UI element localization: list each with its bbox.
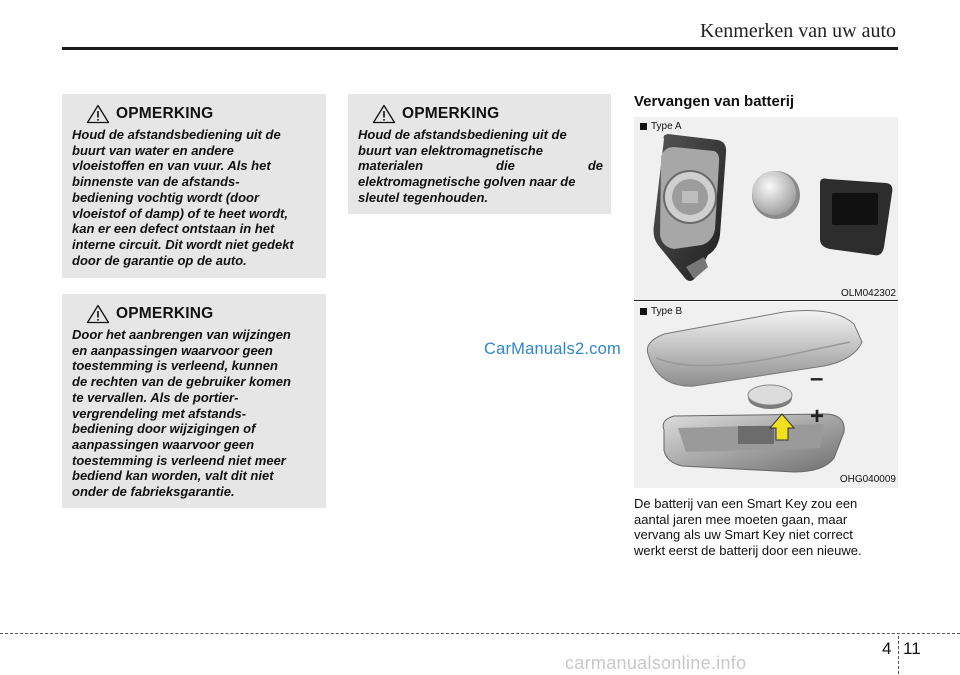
note-body — [72, 327, 318, 500]
minus-terminal-label: – — [810, 365, 824, 392]
plus-terminal-label: + — [810, 403, 825, 430]
note-title: OPMERKING — [402, 105, 500, 122]
note-box-modifications — [62, 294, 326, 508]
note-line: aanpassingen waarvoor geen — [72, 436, 255, 452]
watermark-link[interactable]: CarManuals2.com — [484, 340, 621, 358]
note-line: vloeistof of damp) of te heet wordt, — [72, 205, 288, 221]
square-bullet-icon — [640, 123, 647, 130]
note-line: bediend kan worden, valt dit niet — [72, 468, 274, 484]
smart-key-type-b-illustration — [634, 302, 898, 488]
note-line: bediening vochtig wordt (door — [72, 189, 260, 205]
note-line: onder de fabrieksgarantie. — [72, 484, 235, 500]
note-title: OPMERKING — [116, 105, 214, 122]
note-line: Door het aanbrengen van wijzingen — [72, 327, 291, 342]
section-title: Vervangen van batterij — [634, 93, 795, 110]
note-header — [72, 303, 318, 325]
note-line: de rechten van de gebruiker komen — [72, 374, 291, 390]
warning-triangle-icon — [86, 104, 110, 124]
note-line: sleutel tegenhouden. — [358, 189, 489, 205]
body-line: aantal jaren mee moeten gaan, maar — [634, 511, 848, 527]
note-line: toestemming is verleend niet meer — [72, 452, 286, 468]
smart-key-type-a-illustration — [634, 117, 898, 301]
note-line: bediening door wijzigingen of — [72, 421, 256, 437]
note-line: vergrendeling met afstands- — [72, 405, 247, 421]
figure-code: OLM042302 — [840, 288, 896, 299]
note-line: buurt van water en andere — [72, 142, 234, 158]
note-header — [72, 103, 318, 125]
figure-type-text: Type A — [651, 121, 682, 132]
note-line: buurt van elektromagnetische — [358, 142, 543, 158]
note-box-electromagnetic — [348, 94, 611, 214]
footer-rule — [0, 633, 960, 634]
note-header — [358, 103, 603, 125]
note-line: Houd de afstandsbediening uit de — [72, 127, 281, 142]
note-line: binnenste van de afstands- — [72, 174, 240, 190]
note-body — [72, 127, 318, 268]
note-word: die — [496, 158, 515, 174]
note-line: elektromagnetische golven naar de — [358, 174, 576, 190]
square-bullet-icon — [640, 308, 647, 315]
figure-code: OHG040009 — [839, 474, 896, 485]
note-line: vloeistoffen en van vuur. Als het — [72, 158, 271, 174]
figure-separator — [634, 300, 898, 301]
page-number: 11 — [903, 639, 921, 658]
note-line: en aanpassingen waarvoor geen — [72, 342, 273, 358]
figure-type-label — [640, 121, 682, 132]
header-title: Kenmerken van uw auto — [699, 20, 896, 42]
note-line: kan er een defect ontstaan in het — [72, 221, 275, 237]
note-word: de — [587, 158, 603, 174]
note-line: toestemming is verleend, kunnen — [72, 358, 278, 374]
body-line: vervang als uw Smart Key niet correct — [634, 527, 853, 543]
note-body — [358, 127, 603, 206]
battery-body-text — [634, 496, 898, 558]
warning-triangle-icon — [372, 104, 396, 124]
note-line: te vervallen. Als de portier- — [72, 389, 239, 405]
body-line: werkt eerst de batterij door een nieuwe. — [634, 542, 862, 558]
note-word: materialen — [358, 158, 424, 174]
figure-type-text: Type B — [651, 306, 683, 317]
note-line — [358, 158, 603, 174]
body-line: De batterij van een Smart Key zou een — [634, 496, 858, 511]
chapter-number: 4 — [882, 639, 892, 658]
warning-triangle-icon — [86, 304, 110, 324]
figure-type-b — [634, 302, 898, 488]
figure-type-label — [640, 306, 682, 317]
header-rule — [62, 47, 898, 50]
note-line: interne circuit. Dit wordt niet gedekt — [72, 236, 294, 252]
note-line: door de garantie op de auto. — [72, 252, 247, 268]
figure-type-a — [634, 117, 898, 301]
page-number-divider — [898, 636, 899, 674]
note-title: OPMERKING — [116, 305, 214, 322]
note-line: Houd de afstandsbediening uit de — [358, 127, 567, 142]
note-box-water — [62, 94, 326, 278]
source-credit: carmanualsonline.info — [565, 653, 747, 673]
